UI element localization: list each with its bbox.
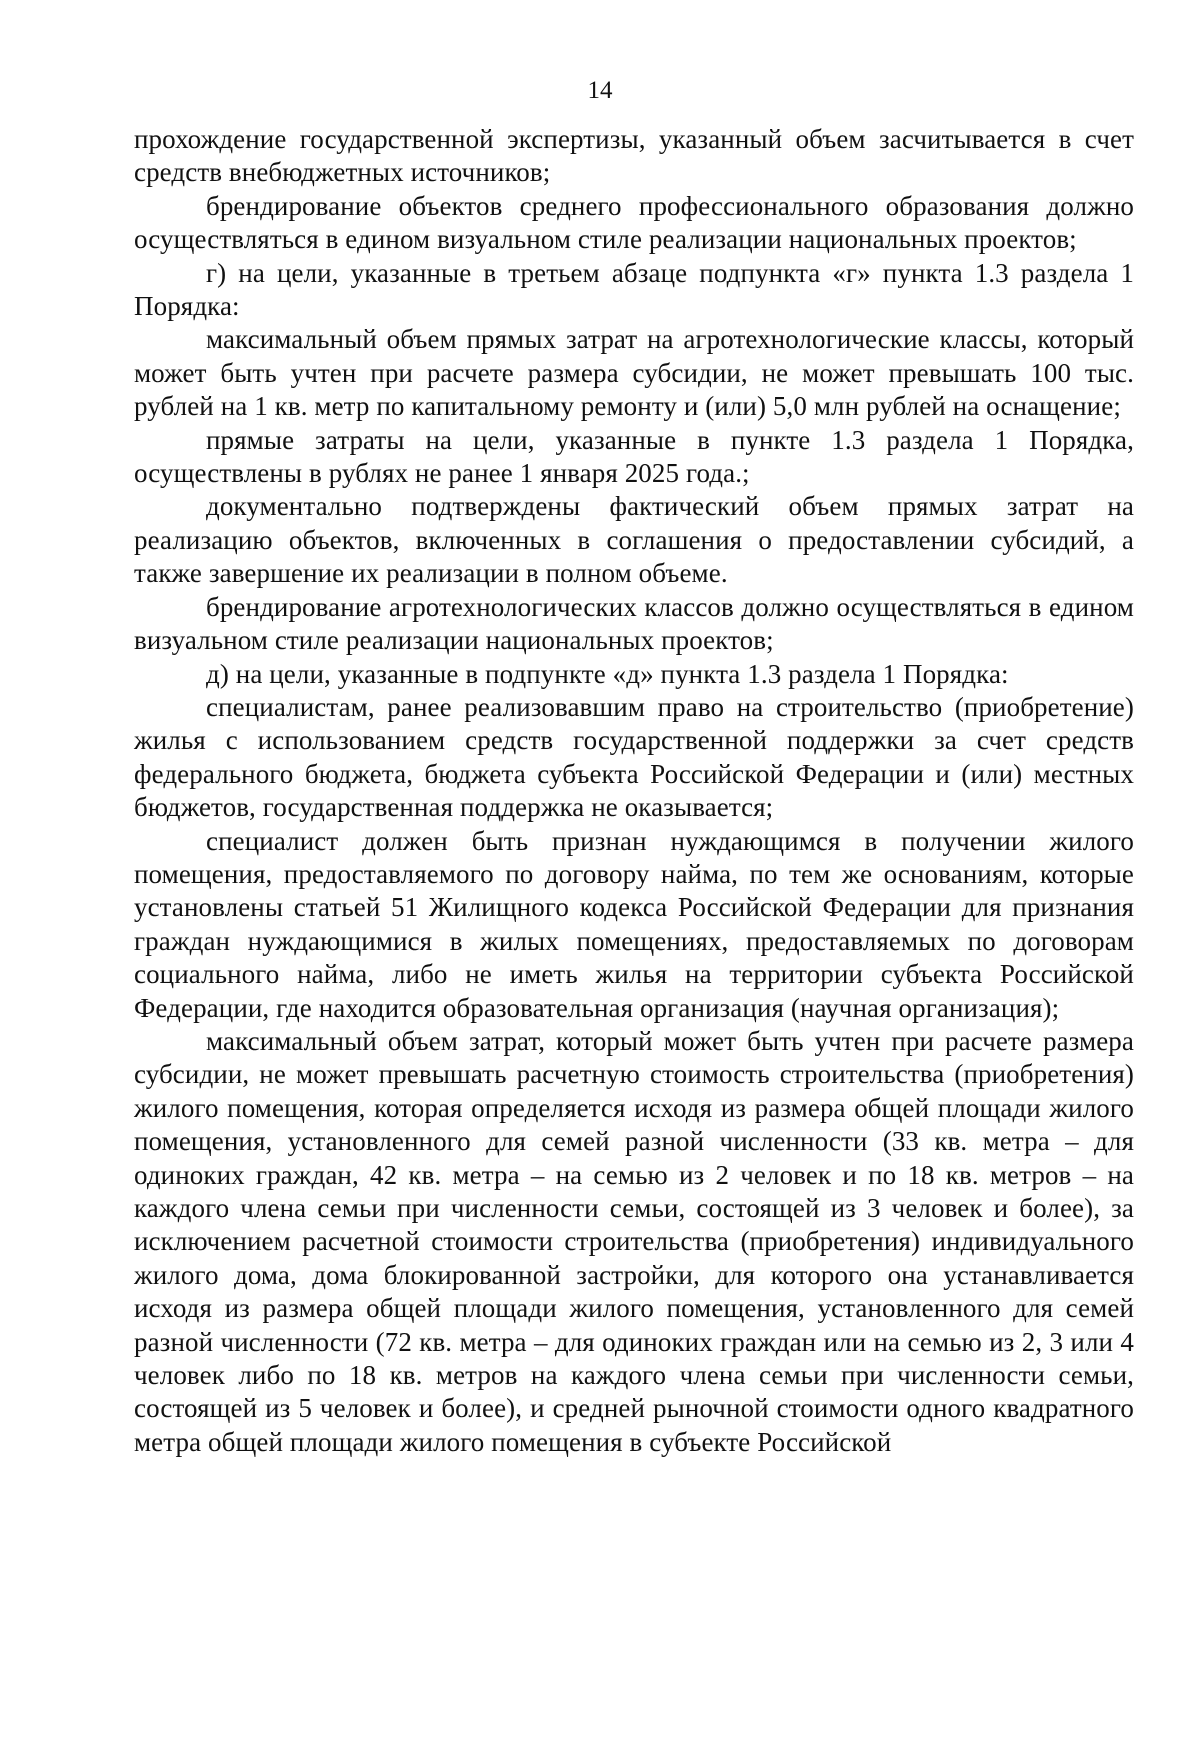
- paragraph: специалист должен быть признан нуждающимся в получении жилого помещения, предоставляемого по договору найма, по тем же основаниям, которые установлены статьей 51 Жилищного кодекса Российской Федерации для признания граждан нуждающимися в жилых помещениях, предоставляемых по договорам социального найма, либо не иметь жилья на территории субъекта Российской Федерации, где находится образовательная организация (научная организация);: [134, 825, 1134, 1023]
- paragraph: брендирование объектов среднего профессионального образования должно осуществляться в едином визуальном стиле реализации национальных проектов;: [134, 190, 1134, 255]
- page-number: 14: [587, 77, 613, 104]
- paragraph: специалистам, ранее реализовавшим право на строительство (приобретение) жилья с использованием средств государственной поддержки за счет средств федерального бюджета, бюджета субъекта Российской Федерации и (или) местных бюджетов, государственная поддержка не оказывается;: [134, 691, 1134, 823]
- paragraph: д) на цели, указанные в подпункте «д» пункта 1.3 раздела 1 Порядка:: [206, 658, 1009, 689]
- paragraph: максимальный объем прямых затрат на агротехнологические классы, который может быть учтен при расчете размера субсидии, не может превышать 100 тыс. рублей на 1 кв. метр по капитальному ремонту и (или) 5,0 млн рублей на оснащение;: [134, 324, 1134, 422]
- paragraph: прохождение государственной экспертизы, указанный объем засчитывается в счет средств внебюджетных источников;: [134, 124, 1134, 188]
- document-body: [134, 123, 1134, 1459]
- paragraph: прямые затраты на цели, указанные в пункте 1.3 раздела 1 Порядка, осуществлены в рублях не ранее 1 января 2025 года.;: [134, 424, 1134, 489]
- paragraph: документально подтверждены фактический объем прямых затрат на реализацию объектов, включенных в соглашения о предоставлении субсидий, а также завершение их реализации в полном объеме.: [134, 491, 1134, 589]
- paragraph: максимальный объем затрат, который может быть учтен при расчете размера субсидии, не может превышать расчетную стоимость строительства (приобретения) жилого помещения, которая определяется исходя из размера общей площади жилого помещения, установленного для семей разной численности (33 кв. метра – для одиноких граждан, 42 кв. метра – на семью из 2 человек и по 18 кв. метров – на каждого члена семьи при численности семьи, состоящей из 3 человек и более), за исключением расчетной стоимости строительства (приобретения) индивидуального жилого дома, дома блокированной застройки, для которого она устанавливается исходя из размера общей площади жилого помещения, установленного для семей разной численности (72 кв. метра – для одиноких граждан или на семью из 2, 3 или 4 человек либо по 18 кв. метров на каждого члена семьи при численности семьи, состоящей из 5 человек и более), и средней рыночной стоимости одного квадратного метра общей площади жилого помещения в субъекте Российской: [134, 1025, 1134, 1457]
- paragraph: брендирование агротехнологических классов должно осуществляться в едином визуальном стиле реализации национальных проектов;: [134, 591, 1134, 656]
- paragraph: г) на цели, указанные в третьем абзаце подпункта «г» пункта 1.3 раздела 1 Порядка:: [134, 257, 1134, 322]
